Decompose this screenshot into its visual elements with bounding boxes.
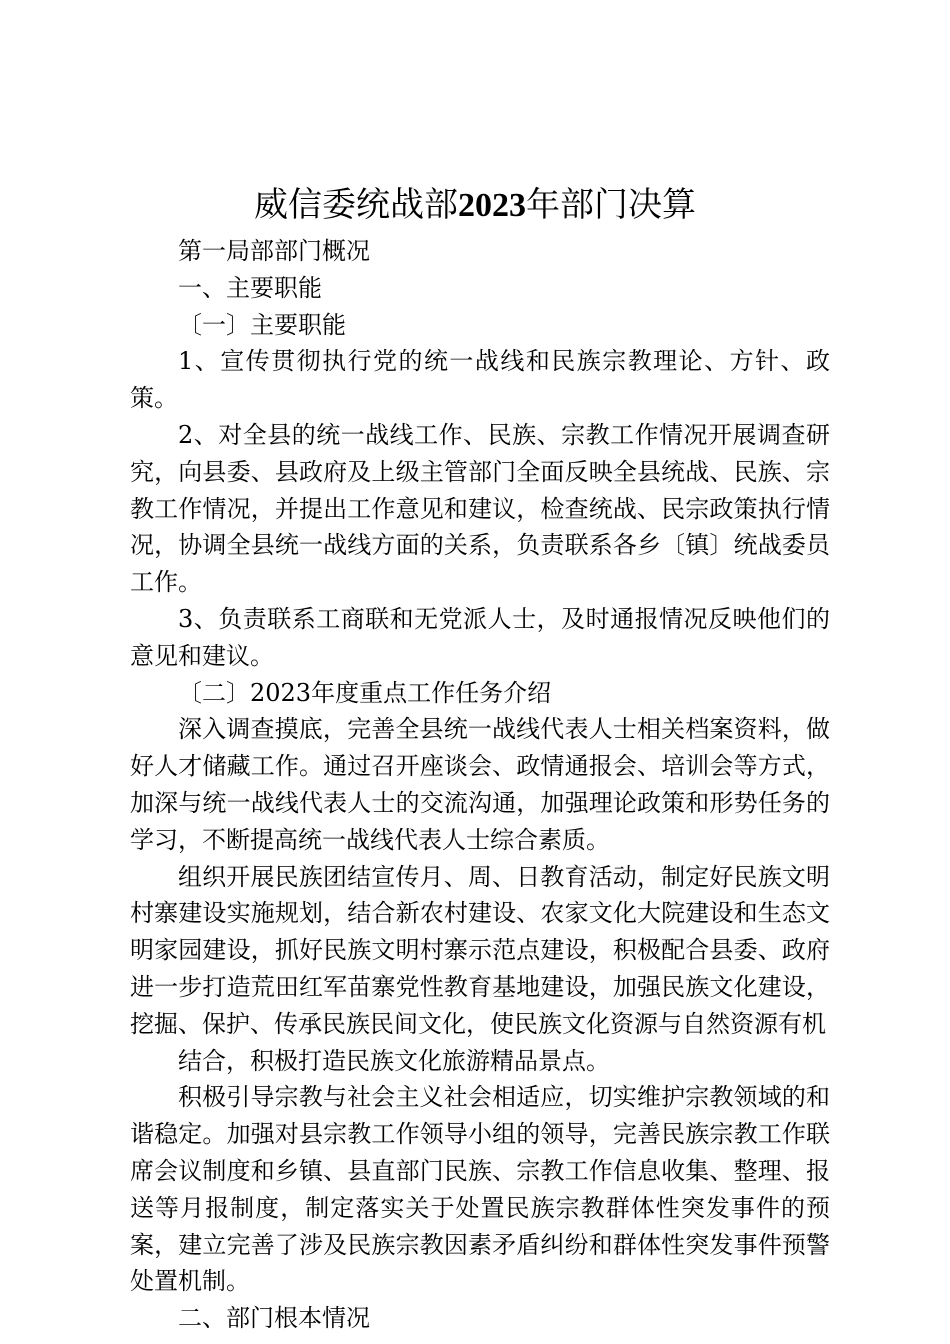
subsection-heading-key-tasks: 〔二〕2023年度重点工作任务介绍 xyxy=(178,678,552,707)
section-heading-main-functions: 一、主要职能 xyxy=(178,273,322,302)
document-title xyxy=(0,182,950,229)
paragraph-function-3: 3、负责联系工商联和无党派人士，及时通报情况反映他们的意见和建议。 xyxy=(130,604,830,670)
paragraph-task-survey: 深入调查摸底，完善全县统一战线代表人士相关档案资料，做好人才储藏工作。通过召开座谈会、政情通报会、培训会等方式，加深与统一战线代表人士的交流沟通，加强理论政策和形势任务的学习，不断提高统一战线代表人士综合素质。 xyxy=(130,715,830,854)
paragraph-function-1: 1、宣传贯彻执行党的统一战线和民族宗教理论、方针、政策。 xyxy=(130,347,830,413)
subsection-heading-main-functions: 〔一〕主要职能 xyxy=(178,310,346,339)
paragraph-task-ethnic-unity: 组织开展民族团结宣传月、周、日教育活动，制定好民族文明村寨建设实施规划，结合新农村建设、农家文化大院建设和生态文明家园建设，抓好民族文明村寨示范点建设，积极配合县委、政府进一步打造荒田红军苗寨党性教育基地建设，加强民族文化建设，挖掘、保护、传承民族民间文化，使民族文化资源与自然资源有机 xyxy=(130,862,830,1038)
section-heading-part-one: 第一局部部门概况 xyxy=(178,237,370,265)
paragraph-task-ethnic-unity-cont: 结合，积极打造民族文化旅游精品景点。 xyxy=(178,1046,610,1075)
document-body xyxy=(130,233,830,1337)
title-year: 2023 xyxy=(458,187,526,224)
title-prefix: 威信委统战部 xyxy=(254,185,458,225)
paragraph-function-2: 2、对全县的统一战线工作、民族、宗教工作情况开展调查研究，向县委、县政府及上级主管部门全面反映全县统战、民族、宗教工作情况，并提出工作意见和建议，检查统战、民宗政策执行情况，协调全县统一战线方面的关系，负责联系各乡〔镇〕统战委员工作。 xyxy=(130,420,830,597)
section-heading-basic-info: 二、部门根本情况 xyxy=(178,1304,370,1333)
title-suffix: 年部门决算 xyxy=(526,185,696,225)
paragraph-task-religion: 积极引导宗教与社会主义社会相适应，切实维护宗教领域的和谐稳定。加强对县宗教工作领导小组的领导，完善民族宗教工作联席会议制度和乡镇、县直部门民族、宗教工作信息收集、整理、报送等月报制度，制定落实关于处置民族宗教群体性突发事件的预案，建立完善了涉及民族宗教因素矛盾纠纷和群体性突发事件预警处置机制。 xyxy=(130,1083,830,1296)
